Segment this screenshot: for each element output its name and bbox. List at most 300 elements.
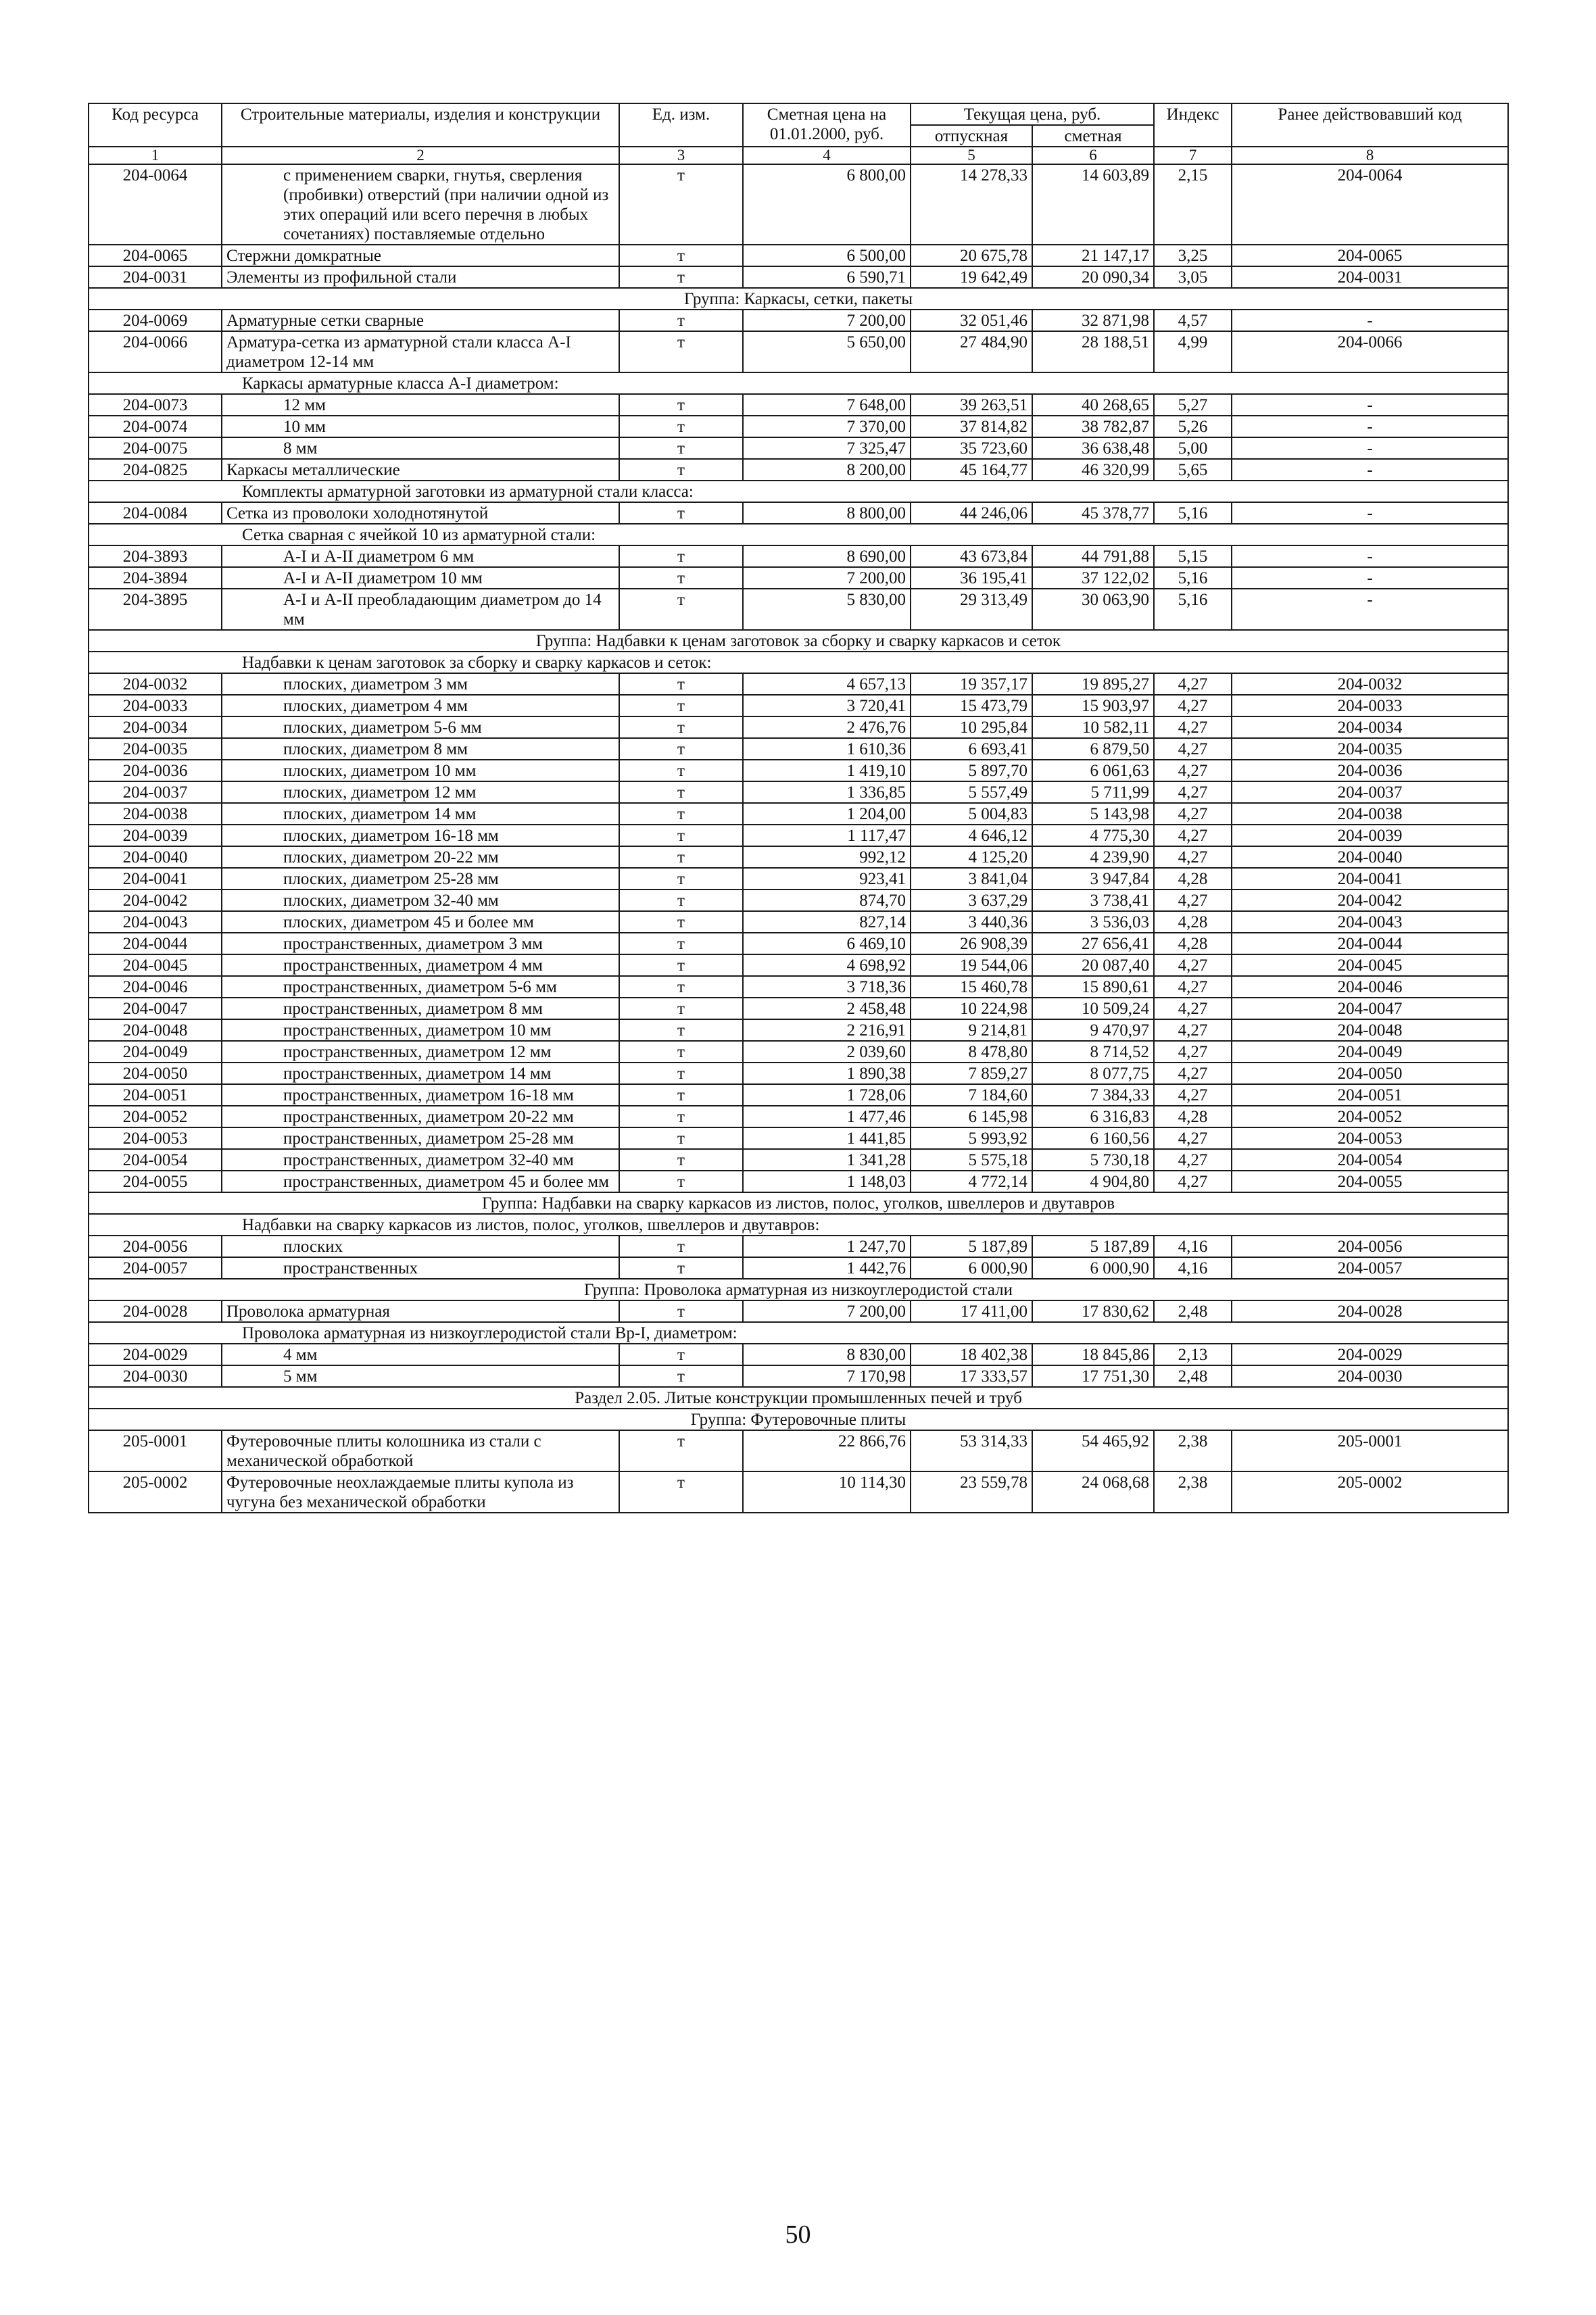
- material-name: пространственных, диаметром 45 и более мм: [222, 1171, 619, 1192]
- unit-cell: т: [619, 868, 743, 890]
- base-price-cell: 7 200,00: [743, 567, 911, 589]
- table-row: [89, 164, 1508, 245]
- table-row: [89, 266, 1508, 288]
- resource-code: 204-0034: [89, 716, 222, 738]
- base-price-cell: 2 216,91: [743, 1019, 911, 1041]
- estimate-price-cell: 4 775,30: [1032, 825, 1154, 846]
- index-cell: 4,27: [1154, 1149, 1232, 1171]
- table-row: [89, 589, 1508, 630]
- resource-code: 204-0064: [89, 164, 222, 245]
- material-name: пространственных, диаметром 4 мм: [222, 954, 619, 976]
- index-cell: 4,27: [1154, 998, 1232, 1019]
- base-price-cell: 923,41: [743, 868, 911, 890]
- material-name: плоских, диаметром 25-28 мм: [222, 868, 619, 890]
- base-price-cell: 2 458,48: [743, 998, 911, 1019]
- estimate-price-cell: 54 465,92: [1032, 1430, 1154, 1471]
- previous-code-cell: 204-0049: [1232, 1041, 1508, 1063]
- unit-cell: т: [619, 310, 743, 331]
- table-row: [89, 1300, 1508, 1322]
- estimate-price-cell: 3 738,41: [1032, 890, 1154, 911]
- release-price-cell: 29 313,49: [911, 589, 1032, 630]
- release-price-cell: 6 000,90: [911, 1257, 1032, 1279]
- estimate-price-cell: 30 063,90: [1032, 589, 1154, 630]
- unit-cell: т: [619, 933, 743, 954]
- base-price-cell: 1 610,36: [743, 738, 911, 760]
- resource-code: 204-3895: [89, 589, 222, 630]
- resource-code: 204-0051: [89, 1084, 222, 1106]
- table-row: [89, 1127, 1508, 1149]
- material-name: Каркасы металлические: [222, 459, 619, 481]
- estimate-price-cell: 46 320,99: [1032, 459, 1154, 481]
- resource-code: 205-0002: [89, 1471, 222, 1513]
- base-price-cell: 1 336,85: [743, 781, 911, 803]
- material-name: Стержни домкратные: [222, 245, 619, 266]
- index-cell: 5,16: [1154, 502, 1232, 524]
- group-heading: Группа: Проволока арматурная из низкоуглеродистой стали: [89, 1279, 1508, 1300]
- release-price-cell: 10 224,98: [911, 998, 1032, 1019]
- group-heading: Группа: Каркасы, сетки, пакеты: [89, 288, 1508, 310]
- index-cell: 4,27: [1154, 738, 1232, 760]
- estimate-price-cell: 3 947,84: [1032, 868, 1154, 890]
- header-prev-code: Ранее действовавший код: [1232, 103, 1508, 147]
- group-heading-row: [89, 1279, 1508, 1300]
- unit-cell: т: [619, 738, 743, 760]
- estimate-price-cell: 45 378,77: [1032, 502, 1154, 524]
- unit-cell: т: [619, 589, 743, 630]
- material-name: Арматура-сетка из арматурной стали класса А-I диаметром 12-14 мм: [222, 331, 619, 372]
- material-name: А-I и А-II диаметром 6 мм: [222, 545, 619, 567]
- release-price-cell: 5 575,18: [911, 1149, 1032, 1171]
- previous-code-cell: 204-0057: [1232, 1257, 1508, 1279]
- estimate-price-cell: 19 895,27: [1032, 673, 1154, 695]
- column-number: 8: [1232, 147, 1508, 164]
- previous-code-cell: 204-0036: [1232, 760, 1508, 781]
- index-cell: 2,38: [1154, 1471, 1232, 1513]
- material-name: плоских, диаметром 20-22 мм: [222, 846, 619, 868]
- material-name: Арматурные сетки сварные: [222, 310, 619, 331]
- release-price-cell: 7 184,60: [911, 1084, 1032, 1106]
- release-price-cell: 5 993,92: [911, 1127, 1032, 1149]
- base-price-cell: 5 830,00: [743, 589, 911, 630]
- base-price-cell: 1 247,70: [743, 1236, 911, 1257]
- material-name: 12 мм: [222, 394, 619, 416]
- header-estimate-price: сметная: [1032, 125, 1154, 147]
- table-row: [89, 998, 1508, 1019]
- material-name: плоских, диаметром 45 и более мм: [222, 911, 619, 933]
- table-row: [89, 459, 1508, 481]
- unit-cell: т: [619, 976, 743, 998]
- unit-cell: т: [619, 437, 743, 459]
- material-name: плоских, диаметром 16-18 мм: [222, 825, 619, 846]
- estimate-price-cell: 17 751,30: [1032, 1365, 1154, 1387]
- index-cell: 4,16: [1154, 1236, 1232, 1257]
- index-cell: 5,16: [1154, 567, 1232, 589]
- column-number: 6: [1032, 147, 1154, 164]
- index-cell: 4,28: [1154, 1106, 1232, 1127]
- estimate-price-cell: 5 730,18: [1032, 1149, 1154, 1171]
- unit-cell: т: [619, 716, 743, 738]
- index-cell: 5,27: [1154, 394, 1232, 416]
- index-cell: 4,27: [1154, 695, 1232, 716]
- table-row: [89, 1019, 1508, 1041]
- base-price-cell: 8 800,00: [743, 502, 911, 524]
- group-heading: Группа: Надбавки на сварку каркасов из листов, полос, уголков, швеллеров и двутавров: [89, 1192, 1508, 1214]
- release-price-cell: 3 637,29: [911, 890, 1032, 911]
- previous-code-cell: -: [1232, 437, 1508, 459]
- index-cell: 5,16: [1154, 589, 1232, 630]
- previous-code-cell: 204-0052: [1232, 1106, 1508, 1127]
- unit-cell: т: [619, 846, 743, 868]
- index-cell: 4,27: [1154, 1084, 1232, 1106]
- header-index: Индекс: [1154, 103, 1232, 147]
- index-cell: 4,27: [1154, 716, 1232, 738]
- base-price-cell: 2 039,60: [743, 1041, 911, 1063]
- release-price-cell: 36 195,41: [911, 567, 1032, 589]
- base-price-cell: 1 204,00: [743, 803, 911, 825]
- previous-code-cell: -: [1232, 589, 1508, 630]
- material-name: плоских, диаметром 10 мм: [222, 760, 619, 781]
- material-name: пространственных, диаметром 12 мм: [222, 1041, 619, 1063]
- previous-code-cell: 204-0044: [1232, 933, 1508, 954]
- unit-cell: т: [619, 890, 743, 911]
- previous-code-cell: 204-0031: [1232, 266, 1508, 288]
- estimate-price-cell: 6 879,50: [1032, 738, 1154, 760]
- subheading-row: [89, 524, 1508, 545]
- unit-cell: т: [619, 911, 743, 933]
- resource-code: 204-0038: [89, 803, 222, 825]
- release-price-cell: 23 559,78: [911, 1471, 1032, 1513]
- index-cell: 4,27: [1154, 890, 1232, 911]
- base-price-cell: 1 442,76: [743, 1257, 911, 1279]
- header-release-price: отпускная: [911, 125, 1032, 147]
- release-price-cell: 32 051,46: [911, 310, 1032, 331]
- index-cell: 4,27: [1154, 1041, 1232, 1063]
- release-price-cell: 5 004,83: [911, 803, 1032, 825]
- index-cell: 4,57: [1154, 310, 1232, 331]
- table-row: [89, 545, 1508, 567]
- header-base-price: Сметная цена на 01.01.2000, руб.: [743, 103, 911, 147]
- unit-cell: т: [619, 695, 743, 716]
- index-cell: 4,27: [1154, 1019, 1232, 1041]
- table-row: [89, 1149, 1508, 1171]
- table-row: [89, 716, 1508, 738]
- base-price-cell: 1 419,10: [743, 760, 911, 781]
- material-name: плоских, диаметром 12 мм: [222, 781, 619, 803]
- subheading: Комплекты арматурной заготовки из арматурной стали класса:: [89, 481, 1508, 502]
- resource-code: 204-0057: [89, 1257, 222, 1279]
- estimate-price-cell: 15 890,61: [1032, 976, 1154, 998]
- previous-code-cell: 204-0066: [1232, 331, 1508, 372]
- index-cell: 2,38: [1154, 1430, 1232, 1471]
- base-price-cell: 5 650,00: [743, 331, 911, 372]
- resource-code: 204-0048: [89, 1019, 222, 1041]
- unit-cell: т: [619, 1236, 743, 1257]
- release-price-cell: 27 484,90: [911, 331, 1032, 372]
- index-cell: 2,48: [1154, 1300, 1232, 1322]
- resource-code: 204-0030: [89, 1365, 222, 1387]
- material-name: плоских, диаметром 4 мм: [222, 695, 619, 716]
- estimate-price-cell: 4 239,90: [1032, 846, 1154, 868]
- unit-cell: т: [619, 781, 743, 803]
- group-heading-row: [89, 1409, 1508, 1430]
- resource-code: 204-0052: [89, 1106, 222, 1127]
- previous-code-cell: 204-0032: [1232, 673, 1508, 695]
- resource-code: 204-0033: [89, 695, 222, 716]
- base-price-cell: 1 341,28: [743, 1149, 911, 1171]
- resource-code: 204-0084: [89, 502, 222, 524]
- release-price-cell: 44 246,06: [911, 502, 1032, 524]
- release-price-cell: 8 478,80: [911, 1041, 1032, 1063]
- release-price-cell: 15 473,79: [911, 695, 1032, 716]
- table-row: [89, 911, 1508, 933]
- subheading-row: [89, 1322, 1508, 1344]
- index-cell: 3,05: [1154, 266, 1232, 288]
- group-heading: Группа: Надбавки к ценам заготовок за сборку и сварку каркасов и сеток: [89, 630, 1508, 652]
- table-row: [89, 825, 1508, 846]
- previous-code-cell: 205-0002: [1232, 1471, 1508, 1513]
- release-price-cell: 43 673,84: [911, 545, 1032, 567]
- material-name: пространственных, диаметром 16-18 мм: [222, 1084, 619, 1106]
- release-price-cell: 20 675,78: [911, 245, 1032, 266]
- previous-code-cell: -: [1232, 567, 1508, 589]
- resource-code: 204-0028: [89, 1300, 222, 1322]
- base-price-cell: 7 325,47: [743, 437, 911, 459]
- base-price-cell: 1 477,46: [743, 1106, 911, 1127]
- table-body: [89, 164, 1508, 1513]
- material-name: пространственных, диаметром 8 мм: [222, 998, 619, 1019]
- group-heading-row: [89, 630, 1508, 652]
- base-price-cell: 3 718,36: [743, 976, 911, 998]
- table-row: [89, 781, 1508, 803]
- previous-code-cell: 204-0037: [1232, 781, 1508, 803]
- estimate-price-cell: 28 188,51: [1032, 331, 1154, 372]
- base-price-cell: 7 200,00: [743, 310, 911, 331]
- column-number: 2: [222, 147, 619, 164]
- resource-code: 204-0073: [89, 394, 222, 416]
- unit-cell: т: [619, 266, 743, 288]
- resource-code: 204-0037: [89, 781, 222, 803]
- unit-cell: т: [619, 416, 743, 437]
- unit-cell: т: [619, 1041, 743, 1063]
- previous-code-cell: 204-0064: [1232, 164, 1508, 245]
- previous-code-cell: 204-0033: [1232, 695, 1508, 716]
- table-row: [89, 502, 1508, 524]
- base-price-cell: 7 370,00: [743, 416, 911, 437]
- release-price-cell: 18 402,38: [911, 1344, 1032, 1365]
- resource-code: 204-0042: [89, 890, 222, 911]
- table-row: [89, 1471, 1508, 1513]
- base-price-cell: 4 657,13: [743, 673, 911, 695]
- index-cell: 4,27: [1154, 673, 1232, 695]
- previous-code-cell: 204-0051: [1232, 1084, 1508, 1106]
- previous-code-cell: 204-0041: [1232, 868, 1508, 890]
- estimate-price-cell: 4 904,80: [1032, 1171, 1154, 1192]
- estimate-price-cell: 44 791,88: [1032, 545, 1154, 567]
- material-name: плоских: [222, 1236, 619, 1257]
- index-cell: 4,28: [1154, 868, 1232, 890]
- unit-cell: т: [619, 1149, 743, 1171]
- base-price-cell: 874,70: [743, 890, 911, 911]
- table-row: [89, 1257, 1508, 1279]
- index-cell: 5,26: [1154, 416, 1232, 437]
- unit-cell: т: [619, 760, 743, 781]
- release-price-cell: 19 544,06: [911, 954, 1032, 976]
- base-price-cell: 1 148,03: [743, 1171, 911, 1192]
- table-row: [89, 416, 1508, 437]
- unit-cell: т: [619, 1171, 743, 1192]
- table-row: [89, 1344, 1508, 1365]
- estimate-price-cell: 3 536,03: [1032, 911, 1154, 933]
- index-cell: 4,27: [1154, 1127, 1232, 1149]
- resource-code: 204-3893: [89, 545, 222, 567]
- subheading-row: [89, 1214, 1508, 1236]
- resource-code: 204-0074: [89, 416, 222, 437]
- material-name: пространственных, диаметром 3 мм: [222, 933, 619, 954]
- previous-code-cell: -: [1232, 416, 1508, 437]
- estimate-price-cell: 24 068,68: [1032, 1471, 1154, 1513]
- estimate-price-cell: 6 000,90: [1032, 1257, 1154, 1279]
- material-name: пространственных, диаметром 25-28 мм: [222, 1127, 619, 1149]
- unit-cell: т: [619, 825, 743, 846]
- base-price-cell: 6 500,00: [743, 245, 911, 266]
- previous-code-cell: 204-0050: [1232, 1063, 1508, 1084]
- unit-cell: т: [619, 1344, 743, 1365]
- previous-code-cell: 204-0029: [1232, 1344, 1508, 1365]
- unit-cell: т: [619, 1019, 743, 1041]
- previous-code-cell: -: [1232, 459, 1508, 481]
- previous-code-cell: -: [1232, 502, 1508, 524]
- previous-code-cell: -: [1232, 394, 1508, 416]
- release-price-cell: 53 314,33: [911, 1430, 1032, 1471]
- previous-code-cell: 204-0039: [1232, 825, 1508, 846]
- release-price-cell: 17 411,00: [911, 1300, 1032, 1322]
- page-number: 50: [785, 2220, 811, 2249]
- previous-code-cell: 204-0055: [1232, 1171, 1508, 1192]
- table-row: [89, 695, 1508, 716]
- release-price-cell: 15 460,78: [911, 976, 1032, 998]
- table-row: [89, 1430, 1508, 1471]
- previous-code-cell: -: [1232, 545, 1508, 567]
- table-row: [89, 310, 1508, 331]
- table-row: [89, 1084, 1508, 1106]
- index-cell: 5,65: [1154, 459, 1232, 481]
- subheading: Сетка сварная с ячейкой 10 из арматурной стали:: [89, 524, 1508, 545]
- release-price-cell: 17 333,57: [911, 1365, 1032, 1387]
- table-row: [89, 738, 1508, 760]
- release-price-cell: 5 557,49: [911, 781, 1032, 803]
- release-price-cell: 14 278,33: [911, 164, 1032, 245]
- estimate-price-cell: 36 638,48: [1032, 437, 1154, 459]
- table-row: [89, 245, 1508, 266]
- table-row: [89, 933, 1508, 954]
- section-heading: Раздел 2.05. Литые конструкции промышленных печей и труб: [89, 1387, 1508, 1409]
- resource-code: 204-0046: [89, 976, 222, 998]
- base-price-cell: 22 866,76: [743, 1430, 911, 1471]
- index-cell: 4,27: [1154, 954, 1232, 976]
- index-cell: 4,27: [1154, 781, 1232, 803]
- table-row: [89, 1365, 1508, 1387]
- base-price-cell: 1 728,06: [743, 1084, 911, 1106]
- previous-code-cell: 204-0056: [1232, 1236, 1508, 1257]
- unit-cell: т: [619, 803, 743, 825]
- material-name: плоских, диаметром 8 мм: [222, 738, 619, 760]
- release-price-cell: 35 723,60: [911, 437, 1032, 459]
- previous-code-cell: 204-0047: [1232, 998, 1508, 1019]
- previous-code-cell: 204-0065: [1232, 245, 1508, 266]
- material-name: плоских, диаметром 3 мм: [222, 673, 619, 695]
- index-cell: 4,99: [1154, 331, 1232, 372]
- previous-code-cell: 204-0054: [1232, 1149, 1508, 1171]
- table-row: [89, 868, 1508, 890]
- table-row: [89, 437, 1508, 459]
- base-price-cell: 8 690,00: [743, 545, 911, 567]
- resource-code: 204-0044: [89, 933, 222, 954]
- column-number: 1: [89, 147, 222, 164]
- resource-code: 204-0031: [89, 266, 222, 288]
- material-name: Элементы из профильной стали: [222, 266, 619, 288]
- material-name: 4 мм: [222, 1344, 619, 1365]
- estimate-price-cell: 32 871,98: [1032, 310, 1154, 331]
- unit-cell: т: [619, 459, 743, 481]
- previous-code-cell: 204-0043: [1232, 911, 1508, 933]
- material-name: Проволока арматурная: [222, 1300, 619, 1322]
- resource-code: 204-0054: [89, 1149, 222, 1171]
- table-row: [89, 1041, 1508, 1063]
- index-cell: 4,28: [1154, 933, 1232, 954]
- column-number-row: [89, 147, 1508, 164]
- resource-code: 204-0056: [89, 1236, 222, 1257]
- estimate-price-cell: 10 582,11: [1032, 716, 1154, 738]
- subheading-row: [89, 372, 1508, 394]
- resource-code: 204-0036: [89, 760, 222, 781]
- material-name: пространственных, диаметром 20-22 мм: [222, 1106, 619, 1127]
- table-row: [89, 567, 1508, 589]
- estimate-price-cell: 17 830,62: [1032, 1300, 1154, 1322]
- index-cell: 4,27: [1154, 1171, 1232, 1192]
- base-price-cell: 6 469,10: [743, 933, 911, 954]
- unit-cell: т: [619, 1084, 743, 1106]
- previous-code-cell: 204-0038: [1232, 803, 1508, 825]
- resource-code: 204-0041: [89, 868, 222, 890]
- previous-code-cell: 204-0035: [1232, 738, 1508, 760]
- base-price-cell: 1 117,47: [743, 825, 911, 846]
- index-cell: 2,15: [1154, 164, 1232, 245]
- previous-code-cell: 204-0030: [1232, 1365, 1508, 1387]
- release-price-cell: 3 440,36: [911, 911, 1032, 933]
- base-price-cell: 3 720,41: [743, 695, 911, 716]
- material-name: с применением сварки, гнутья, сверления (пробивки) отверстий (при наличии одной из этих операций или всего перечня в любых сочетаниях) поставляемые отдельно: [222, 164, 619, 245]
- material-name: плоских, диаметром 5-6 мм: [222, 716, 619, 738]
- index-cell: 2,48: [1154, 1365, 1232, 1387]
- column-number: 3: [619, 147, 743, 164]
- unit-cell: т: [619, 331, 743, 372]
- resource-code: 204-0050: [89, 1063, 222, 1084]
- resource-code: 204-0055: [89, 1171, 222, 1192]
- index-cell: 4,27: [1154, 1063, 1232, 1084]
- table-row: [89, 673, 1508, 695]
- estimate-price-cell: 6 316,83: [1032, 1106, 1154, 1127]
- unit-cell: т: [619, 1063, 743, 1084]
- column-number: 7: [1154, 147, 1232, 164]
- resource-code: 204-0053: [89, 1127, 222, 1149]
- base-price-cell: 4 698,92: [743, 954, 911, 976]
- material-name: 5 мм: [222, 1365, 619, 1387]
- estimate-price-cell: 8 077,75: [1032, 1063, 1154, 1084]
- estimate-price-cell: 7 384,33: [1032, 1084, 1154, 1106]
- estimate-price-cell: 9 470,97: [1032, 1019, 1154, 1041]
- previous-code-cell: 204-0042: [1232, 890, 1508, 911]
- table-row: [89, 1063, 1508, 1084]
